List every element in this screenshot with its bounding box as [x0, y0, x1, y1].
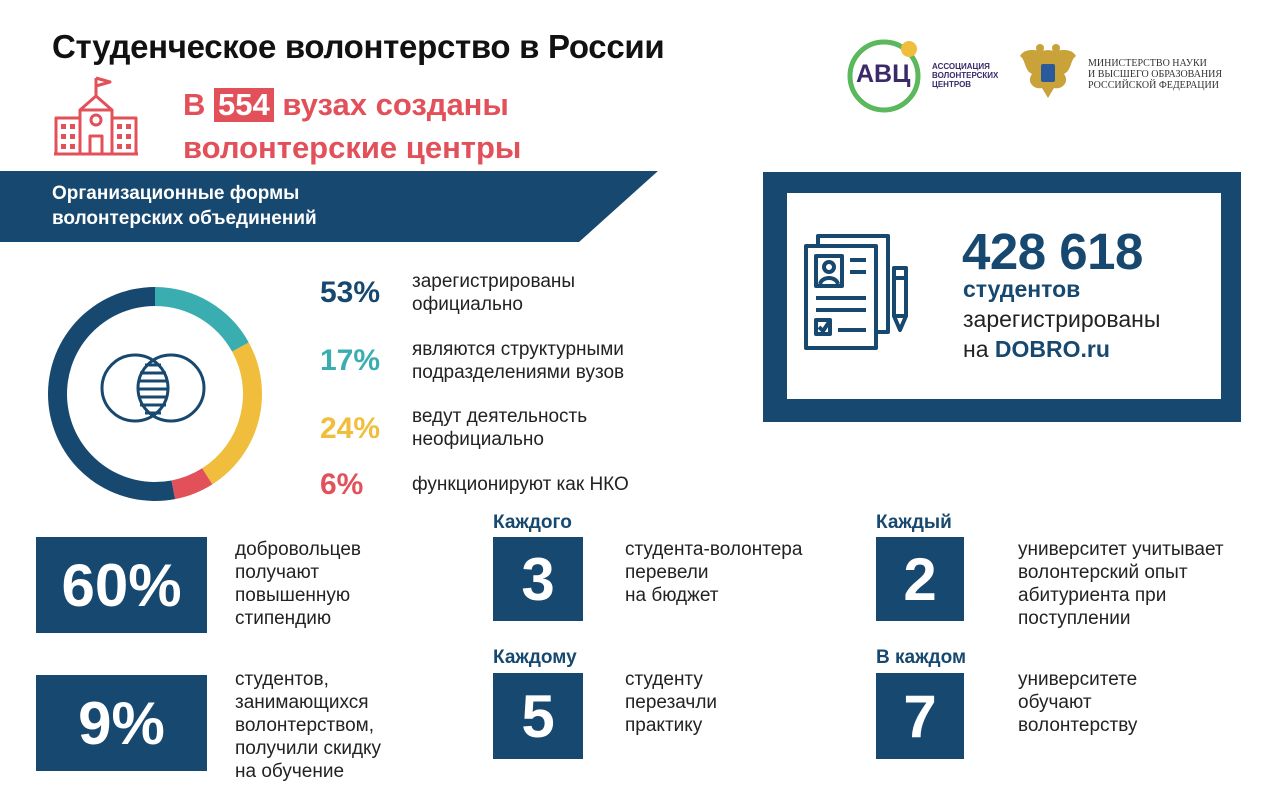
avc-logo-name: АССОЦИАЦИЯ ВОЛОНТЕРСКИХ ЦЕНТРОВ	[932, 62, 999, 89]
document-pen-icon	[802, 232, 917, 352]
page-title: Студенческое волонтерство в России	[52, 28, 665, 65]
legend-pct-4: 6%	[320, 468, 364, 501]
discount-text: студентов, занимающихся волонтерством, получили скидку на обучение	[235, 669, 382, 782]
ministry-name: МИНИСТЕРСТВО НАУКИ И ВЫСШЕГО ОБРАЗОВАНИЯ РОССИЙСКОЙ ФЕДЕРАЦИИ	[1088, 58, 1223, 91]
headline-line2: волонтерские центры	[183, 130, 522, 165]
admission-label: Каждый	[876, 512, 952, 533]
scholarship-value-box: 60%	[36, 537, 207, 633]
legend-pct-2: 17%	[320, 344, 381, 377]
budget-value-box: 3	[493, 537, 583, 621]
registered-line2: зарегистрированы	[963, 306, 1161, 332]
donut-slice-1	[48, 287, 175, 501]
teaching-text: университете обучают волонтерству	[1018, 669, 1138, 736]
donut-chart	[40, 279, 270, 509]
legend-pct-1: 53%	[320, 276, 381, 309]
scholarship-text: добровольцев получают повышенную стипендию	[235, 539, 362, 629]
admission-value-box: 2	[876, 537, 964, 621]
headline-number: 554	[214, 88, 274, 122]
section-banner-text: Организационные формы волонтерских объединений	[52, 183, 317, 229]
venn-icon	[102, 355, 204, 421]
practice-text: студенту перезачли практику	[625, 669, 718, 736]
legend-pct-3: 24%	[320, 412, 381, 445]
donut-slice-2	[155, 287, 249, 352]
legend-desc-4: функционируют как НКО	[412, 474, 629, 495]
registered-line1: студентов	[963, 276, 1081, 302]
ministry-emblem-icon	[1016, 42, 1080, 104]
admission-text: университет учитывает волонтерский опыт абитуриента при поступлении	[1018, 539, 1224, 629]
budget-label: Каждого	[493, 512, 572, 533]
legend-desc-2: являются структурными подразделениями вузов	[412, 339, 625, 383]
headline-prefix: В	[183, 87, 206, 122]
donut-slice-3	[202, 342, 262, 484]
practice-label: Каждому	[493, 647, 577, 668]
registered-line3: на DOBRO.ru	[963, 336, 1110, 362]
headline-line1: вузах созданы	[282, 87, 509, 122]
registered-number: 428 618	[962, 223, 1143, 280]
legend-desc-1: зарегистрированы официально	[412, 271, 576, 315]
legend-desc-3: ведут деятельность неофициально	[412, 406, 588, 450]
dobro-site: DOBRO.ru	[994, 336, 1110, 362]
practice-value-box: 5	[493, 673, 583, 759]
budget-text: студента-волонтера перевели на бюджет	[625, 539, 803, 606]
discount-value-box: 9%	[36, 675, 207, 771]
avc-logo-abbr: АВЦ	[856, 60, 911, 88]
teaching-value-box: 7	[876, 673, 964, 759]
university-building-icon	[52, 74, 140, 156]
headline	[183, 83, 521, 169]
teaching-label: В каждом	[876, 647, 967, 668]
